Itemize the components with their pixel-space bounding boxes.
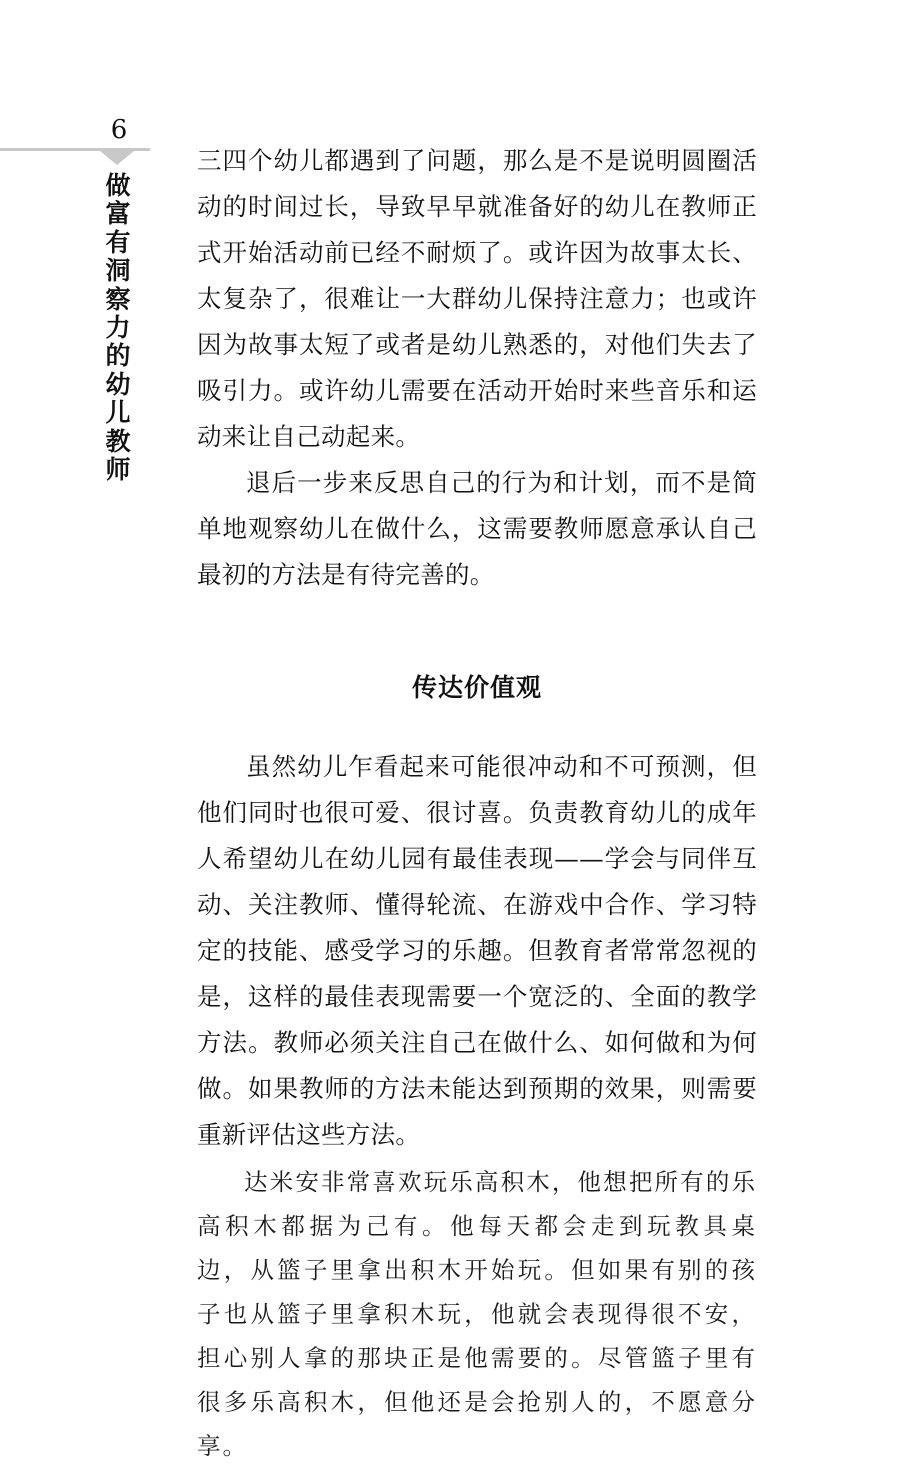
- case-example-paragraph: 达米安非常喜欢玩乐高积木，他想把所有的乐高积木都据为己有。他每天都会走到玩教具桌边，从篮子里拿出积木开始玩。但如果有别的孩子也从篮子里拿积木玩，他就会表现得很不安，担心别人拿的那块正是他需要的。尽管篮子里有很多乐高积木，但他还是会抢别人的，不愿意分享。: [197, 1168, 757, 1460]
- paragraph: 虽然幼儿乍看起来可能很冲动和不可预测，但他们同时也很可爱、很讨喜。负责教育幼儿的成年人希望幼儿在幼儿园有最佳表现——学会与同伴互动、关注教师、懂得轮流、在游戏中合作、学习特定的技能、感受学习的乐趣。但教育者常常忽视的是，这样的最佳表现需要一个宽泛的、全面的教学方法。教师必须关注自己在做什么、如何做和为何做。如果教师的方法未能达到预期的效果，则需要重新评估这些方法。: [197, 752, 757, 1149]
- page-number: 6: [110, 115, 128, 145]
- running-book-title: 做富有洞察力的幼儿教师: [105, 171, 131, 485]
- header-rule-triangle: [100, 151, 134, 165]
- section-heading: 传达价值观: [411, 673, 542, 702]
- paragraph: 三四个幼儿都遇到了问题，那么是不是说明圆圈活动的时间过长，导致早早就准备好的幼儿在教师正式开始活动前已经不耐烦了。或许因为故事太长、太复杂了，很难让一大群幼儿保持注意力；也或许因为故事太短了或者是幼儿熟悉的，对他们失去了吸引力。或许幼儿需要在活动开始时来些音乐和运动来让自己动起来。: [197, 146, 757, 451]
- paragraph: 退后一步来反思自己的行为和计划，而不是简单地观察幼儿在做什么，这需要教师愿意承认自己最初的方法是有待完善的。: [197, 468, 757, 589]
- page-body: [197, 138, 757, 1468]
